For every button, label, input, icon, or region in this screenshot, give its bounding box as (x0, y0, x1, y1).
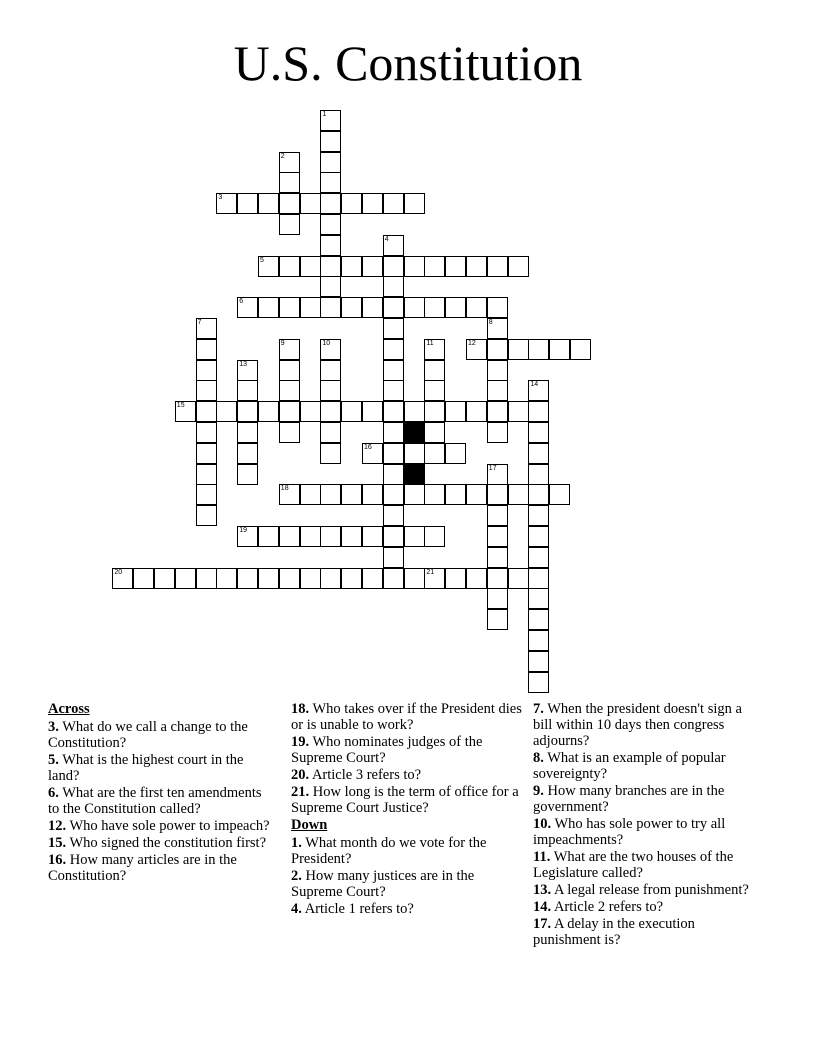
grid-cell[interactable] (320, 422, 341, 443)
grid-cell[interactable] (570, 339, 591, 360)
grid-cell[interactable] (528, 484, 549, 505)
grid-cell[interactable] (487, 505, 508, 526)
grid-cell[interactable] (237, 360, 258, 381)
grid-cell[interactable] (196, 339, 217, 360)
grid-cell[interactable] (383, 484, 404, 505)
grid-cell[interactable] (487, 297, 508, 318)
clue-number: 1 (322, 111, 327, 118)
grid-cell[interactable] (383, 526, 404, 547)
grid-cell[interactable] (424, 380, 445, 401)
grid-cell[interactable] (300, 568, 321, 589)
grid-cell[interactable] (258, 401, 279, 422)
grid-cell[interactable] (445, 401, 466, 422)
grid-cell[interactable] (237, 193, 258, 214)
grid-cell[interactable] (528, 609, 549, 630)
clues-column-1 (48, 701, 273, 885)
grid-cell[interactable] (362, 297, 383, 318)
clue-text: Who nominates judges of the Supreme Court? (291, 734, 483, 766)
clue-num: 19. (291, 734, 310, 750)
clues-column-3 (533, 701, 758, 955)
clue-text: Who have sole power to impeach? (66, 818, 270, 834)
grid-cell[interactable] (383, 380, 404, 401)
clue (533, 750, 758, 782)
grid-cell[interactable] (383, 464, 404, 485)
grid-cell[interactable] (279, 484, 300, 505)
grid-cell[interactable] (300, 297, 321, 318)
clue-num: 9. (533, 783, 544, 799)
grid-cell[interactable] (466, 401, 487, 422)
grid-cell[interactable] (487, 256, 508, 277)
grid-cell[interactable] (528, 505, 549, 526)
grid-cell[interactable] (487, 318, 508, 339)
grid-cell[interactable] (320, 214, 341, 235)
grid-cell[interactable] (528, 568, 549, 589)
grid-cell[interactable] (237, 568, 258, 589)
clue (291, 734, 523, 766)
clues-column-2 (291, 701, 523, 918)
grid-cell[interactable] (196, 568, 217, 589)
grid-cell[interactable] (383, 568, 404, 589)
clue-num: 21. (291, 784, 310, 800)
grid-cell[interactable] (404, 401, 425, 422)
grid-cell[interactable] (320, 443, 341, 464)
clue-num: 20. (291, 767, 310, 783)
clue-text: How many justices are in the Supreme Court? (291, 868, 475, 900)
grid-cell[interactable] (445, 443, 466, 464)
grid-cell[interactable] (320, 401, 341, 422)
grid-cell[interactable] (279, 214, 300, 235)
grid-cell[interactable] (383, 422, 404, 443)
clue (533, 916, 758, 948)
grid-cell[interactable] (466, 484, 487, 505)
clue-number: 4 (384, 235, 389, 243)
grid-cell[interactable] (508, 339, 529, 360)
grid-cell[interactable] (216, 401, 237, 422)
black-cell (404, 422, 425, 443)
clue-text: Article 2 refers to? (551, 899, 664, 915)
grid-cell[interactable] (320, 276, 341, 297)
clue-number: 7 (197, 319, 202, 326)
clue-number: 5 (260, 256, 264, 264)
grid-cell[interactable] (196, 464, 217, 485)
grid-cell[interactable] (383, 505, 404, 526)
grid-cell[interactable] (424, 360, 445, 381)
grid-cell[interactable] (424, 297, 445, 318)
grid-cell[interactable] (362, 568, 383, 589)
grid-cell[interactable] (404, 443, 425, 464)
clue (533, 849, 758, 881)
grid-cell[interactable] (487, 464, 508, 485)
clue (533, 882, 758, 898)
clue (48, 752, 273, 784)
clue-number: 11 (426, 339, 434, 347)
grid-cell[interactable] (383, 339, 404, 360)
grid-cell[interactable] (487, 588, 508, 609)
grid-cell[interactable] (404, 484, 425, 505)
clue-num: 1. (291, 835, 302, 851)
clue-number: 21 (426, 568, 435, 576)
across-heading: Across (48, 701, 90, 717)
clue (48, 835, 273, 851)
clue-number: 19 (239, 527, 247, 534)
grid-cell[interactable] (341, 193, 362, 214)
clue-num: 18. (291, 701, 310, 717)
clue-number: 10 (322, 339, 331, 347)
grid-cell[interactable] (279, 256, 300, 277)
grid-cell[interactable] (341, 297, 362, 318)
clue-num: 12. (48, 818, 67, 834)
grid-cell[interactable] (279, 297, 300, 318)
grid-cell[interactable] (445, 297, 466, 318)
clue-num: 3. (48, 719, 59, 735)
grid-cell[interactable] (237, 422, 258, 443)
grid-cell[interactable] (404, 526, 425, 547)
black-cell (404, 464, 425, 485)
clue-text: Who signed the constitution first? (66, 835, 267, 851)
clue-num: 14. (533, 899, 552, 915)
grid-cell[interactable] (320, 131, 341, 152)
grid-cell[interactable] (528, 380, 549, 401)
grid-cell[interactable] (528, 401, 549, 422)
clue (48, 719, 273, 751)
clue (533, 701, 758, 749)
grid-cell[interactable] (320, 360, 341, 381)
clue (48, 785, 273, 817)
grid-cell[interactable] (196, 360, 217, 381)
clue-num: 7. (533, 701, 544, 717)
grid-cell[interactable] (196, 422, 217, 443)
clue-num: 5. (48, 752, 59, 768)
grid-cell[interactable] (300, 526, 321, 547)
clue-number: 9 (280, 339, 285, 347)
grid-cell[interactable] (424, 256, 445, 277)
grid-cell[interactable] (424, 339, 445, 360)
grid-cell[interactable] (549, 484, 570, 505)
grid-cell[interactable] (196, 484, 217, 505)
grid-cell[interactable] (445, 484, 466, 505)
clue (291, 767, 523, 783)
clue-number: 16 (364, 443, 372, 451)
grid-cell[interactable] (487, 547, 508, 568)
grid-cell[interactable] (258, 526, 279, 547)
clue-text: What are the first ten amendments to the Constitution called? (48, 785, 262, 817)
grid-cell[interactable] (528, 651, 549, 672)
grid-cell[interactable] (237, 526, 258, 547)
grid-cell[interactable] (279, 339, 300, 360)
clue-text: When the president doesn't sign a bill within 10 days then congress adjourns? (533, 701, 742, 749)
grid-cell[interactable] (112, 568, 133, 589)
down-heading: Down (291, 817, 328, 833)
grid-cell[interactable] (404, 297, 425, 318)
clue-text: A delay in the execution punishment is? (533, 916, 695, 948)
clue-text: Article 1 refers to? (301, 901, 414, 917)
grid-cell[interactable] (362, 526, 383, 547)
grid-cell[interactable] (196, 380, 217, 401)
grid-cell[interactable] (383, 360, 404, 381)
grid-cell[interactable] (341, 568, 362, 589)
grid-cell[interactable] (404, 568, 425, 589)
clue-text: What do we call a change to the Constitution? (48, 719, 248, 751)
grid-cell[interactable] (320, 484, 341, 505)
grid-cell[interactable] (445, 568, 466, 589)
clue (291, 901, 523, 917)
grid-cell[interactable] (341, 484, 362, 505)
grid-cell[interactable] (528, 630, 549, 651)
grid-cell[interactable] (320, 110, 341, 131)
grid-cell[interactable] (528, 464, 549, 485)
clue-num: 15. (48, 835, 67, 851)
clue-text: Who has sole power to try all impeachments? (533, 816, 726, 848)
grid-cell[interactable] (383, 256, 404, 277)
grid-cell[interactable] (258, 297, 279, 318)
grid-cell[interactable] (445, 256, 466, 277)
clue-text: What is the highest court in the land? (48, 752, 244, 784)
grid-cell[interactable] (237, 297, 258, 318)
grid-cell[interactable] (237, 464, 258, 485)
grid-cell[interactable] (466, 256, 487, 277)
clue (291, 868, 523, 900)
grid-cell[interactable] (237, 380, 258, 401)
grid-cell[interactable] (154, 568, 175, 589)
grid-cell[interactable] (424, 568, 445, 589)
grid-cell[interactable] (341, 526, 362, 547)
clue-number: 13 (239, 360, 247, 368)
grid-cell[interactable] (487, 380, 508, 401)
grid-cell[interactable] (279, 422, 300, 443)
grid-cell[interactable] (320, 339, 341, 360)
grid-cell[interactable] (487, 526, 508, 547)
grid-cell[interactable] (528, 422, 549, 443)
clue-text: How long is the term of office for a Supreme Court Justice? (291, 784, 519, 816)
grid-cell[interactable] (487, 609, 508, 630)
grid-cell[interactable] (216, 568, 237, 589)
grid-cell[interactable] (258, 193, 279, 214)
grid-cell[interactable] (404, 193, 425, 214)
clue-text: How many articles are in the Constitution? (48, 852, 237, 884)
grid-cell[interactable] (383, 193, 404, 214)
grid-cell[interactable] (237, 443, 258, 464)
grid-cell[interactable] (175, 568, 196, 589)
grid-cell[interactable] (175, 401, 196, 422)
clue-num: 8. (533, 750, 544, 766)
clue-num: 10. (533, 816, 552, 832)
grid-cell[interactable] (196, 401, 217, 422)
grid-cell[interactable] (508, 568, 529, 589)
grid-cell[interactable] (320, 256, 341, 277)
grid-cell[interactable] (258, 256, 279, 277)
grid-cell[interactable] (508, 256, 529, 277)
clue-num: 13. (533, 882, 552, 898)
grid-cell[interactable] (279, 172, 300, 193)
grid-cell[interactable] (487, 422, 508, 443)
grid-cell[interactable] (528, 526, 549, 547)
grid-cell[interactable] (196, 443, 217, 464)
grid-cell[interactable] (383, 297, 404, 318)
grid-cell[interactable] (383, 547, 404, 568)
grid-cell[interactable] (279, 193, 300, 214)
grid-cell[interactable] (466, 568, 487, 589)
grid-cell[interactable] (300, 256, 321, 277)
grid-cell[interactable] (487, 401, 508, 422)
clue (533, 783, 758, 815)
clue-number: 18 (280, 485, 289, 493)
grid-cell[interactable] (279, 360, 300, 381)
clue-number: 17 (488, 464, 497, 472)
grid-cell[interactable] (528, 672, 549, 693)
grid-cell[interactable] (320, 235, 341, 256)
clue-text: What are the two houses of the Legislature called? (533, 849, 734, 881)
clue (291, 835, 523, 867)
grid-cell[interactable] (362, 401, 383, 422)
grid-cell[interactable] (528, 443, 549, 464)
grid-cell[interactable] (424, 401, 445, 422)
clue-text: What month do we vote for the President? (291, 835, 487, 867)
grid-cell[interactable] (508, 484, 529, 505)
grid-cell[interactable] (279, 380, 300, 401)
clue (48, 818, 273, 834)
grid-cell[interactable] (487, 484, 508, 505)
grid-cell[interactable] (424, 484, 445, 505)
grid-cell[interactable] (362, 256, 383, 277)
grid-cell[interactable] (258, 568, 279, 589)
clue-text: A legal release from punishment? (551, 882, 749, 898)
grid-cell[interactable] (466, 297, 487, 318)
grid-cell[interactable] (196, 318, 217, 339)
grid-cell[interactable] (237, 401, 258, 422)
grid-cell[interactable] (466, 339, 487, 360)
grid-cell[interactable] (487, 339, 508, 360)
grid-cell[interactable] (300, 484, 321, 505)
clue-num: 2. (291, 868, 302, 884)
clue-number: 15 (176, 402, 185, 410)
grid-cell[interactable] (216, 193, 237, 214)
clue-text: Who takes over if the President dies or is unable to work? (291, 701, 522, 733)
grid-cell[interactable] (279, 152, 300, 173)
grid-cell[interactable] (320, 152, 341, 173)
grid-cell[interactable] (320, 193, 341, 214)
clue-num: 6. (48, 785, 59, 801)
clue-number: 2 (280, 152, 285, 160)
grid-cell[interactable] (320, 297, 341, 318)
grid-cell[interactable] (362, 443, 383, 464)
grid-cell[interactable] (424, 422, 445, 443)
grid-cell[interactable] (424, 526, 445, 547)
grid-cell[interactable] (320, 568, 341, 589)
grid-cell[interactable] (487, 568, 508, 589)
grid-cell[interactable] (383, 235, 404, 256)
grid-cell[interactable] (404, 256, 425, 277)
grid-cell[interactable] (549, 339, 570, 360)
clue (291, 784, 523, 816)
clue-num: 16. (48, 852, 67, 868)
grid-cell[interactable] (383, 276, 404, 297)
clue (48, 852, 273, 884)
grid-cell[interactable] (341, 256, 362, 277)
clue-number: 8 (488, 319, 493, 326)
clue-text: What is an example of popular sovereignty? (533, 750, 726, 782)
clue-num: 17. (533, 916, 552, 932)
clue-text: Article 3 refers to? (309, 767, 422, 783)
grid-cell[interactable] (424, 443, 445, 464)
clue-number: 14 (530, 381, 539, 389)
grid-cell[interactable] (362, 193, 383, 214)
grid-cell[interactable] (528, 339, 549, 360)
grid-cell[interactable] (528, 547, 549, 568)
grid-cell[interactable] (279, 401, 300, 422)
grid-cell[interactable] (133, 568, 154, 589)
grid-cell[interactable] (528, 588, 549, 609)
grid-cell[interactable] (196, 505, 217, 526)
grid-cell[interactable] (320, 380, 341, 401)
grid-cell[interactable] (320, 526, 341, 547)
clue-number: 3 (218, 194, 223, 202)
grid-cell[interactable] (300, 193, 321, 214)
grid-cell[interactable] (383, 443, 404, 464)
grid-cell[interactable] (383, 318, 404, 339)
grid-cell[interactable] (300, 401, 321, 422)
clue-number: 20 (114, 568, 123, 576)
clue-num: 4. (291, 901, 302, 917)
grid-cell[interactable] (362, 484, 383, 505)
grid-cell[interactable] (341, 401, 362, 422)
page-title: U.S. Constitution (233, 35, 583, 91)
grid-cell[interactable] (508, 401, 529, 422)
grid-cell[interactable] (487, 360, 508, 381)
grid-cell[interactable] (279, 526, 300, 547)
clue (533, 899, 758, 915)
clue-number: 12 (468, 339, 476, 347)
grid-cell[interactable] (279, 568, 300, 589)
clue-number: 6 (239, 298, 244, 306)
clue-num: 11. (533, 849, 551, 865)
clue-text: How many branches are in the government? (533, 783, 725, 815)
clue (533, 816, 758, 848)
grid-cell[interactable] (383, 401, 404, 422)
grid-cell[interactable] (320, 172, 341, 193)
clue (291, 701, 523, 733)
